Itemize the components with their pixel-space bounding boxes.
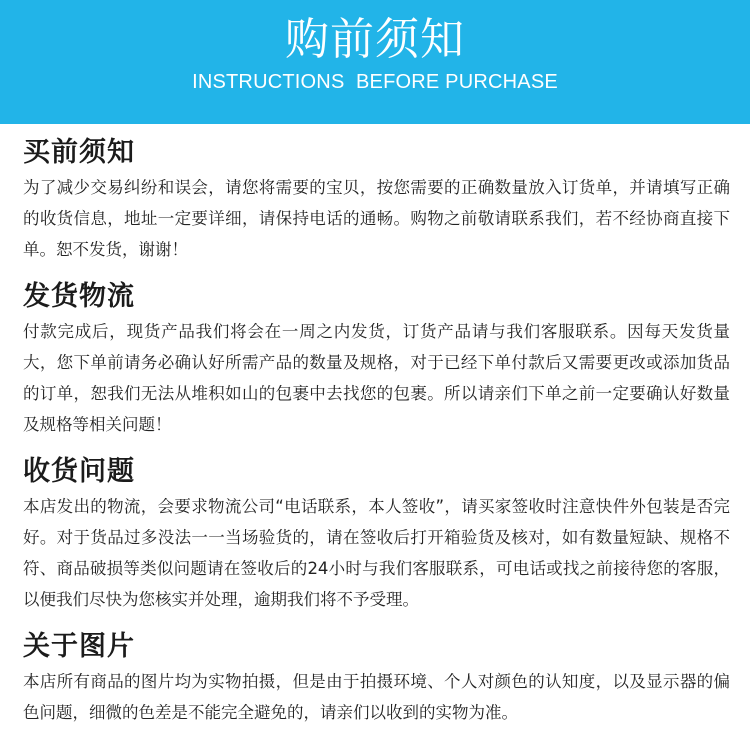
section-about-images	[23, 630, 730, 728]
section-heading: 收货问题	[23, 456, 135, 487]
section-heading: 关于图片	[23, 631, 135, 662]
instructions-content	[0, 124, 730, 728]
page-title: 购前须知	[285, 14, 465, 65]
section-body: 付款完成后，现货产品我们将会在一周之内发货，订货产品请与我们客服联系。因每天发货量大，您下单前请务必确认好所需产品的数量及规格，对于已经下单付款后又需要更改或添加货品的订单，恕我们无法从堆积如山的包裹中去找您的包裹。所以请亲们下单之前一定要确认好数量及规格等相关问题！	[23, 322, 730, 434]
section-shipping-logistics	[23, 280, 730, 440]
section-body: 本店发出的物流，会要求物流公司“电话联系，本人签收”，请买家签收时注意快件外包装是否完好。对于货品过多没法一一当场验货的，请在签收后打开箱验货及核对，如有数量短缺、规格不符、商品破损等类似问题请在签收后的24小时与我们客服联系，可电话或找之前接待您的客服，以便我们尽快为您核实并处理，逾期我们将不予受理。	[23, 497, 730, 609]
section-heading: 买前须知	[23, 137, 135, 168]
page-header	[0, 0, 750, 124]
section-body: 本店所有商品的图片均为实物拍摄，但是由于拍摄环境、个人对颜色的认知度，以及显示器的偏色问题，细微的色差是不能完全避免的，请亲们以收到的实物为准。	[23, 672, 730, 722]
section-receiving-issues	[23, 455, 730, 615]
page-subtitle: INSTRUCTIONS BEFORE PURCHASE	[192, 71, 558, 93]
section-body: 为了减少交易纠纷和误会，请您将需要的宝贝，按您需要的正确数量放入订货单，并请填写正确的收货信息，地址一定要详细，请保持电话的通畅。购物之前敬请联系我们，若不经协商直接下单。恕不发货，谢谢！	[23, 178, 730, 259]
section-heading: 发货物流	[23, 281, 135, 312]
section-before-purchase	[23, 136, 730, 265]
